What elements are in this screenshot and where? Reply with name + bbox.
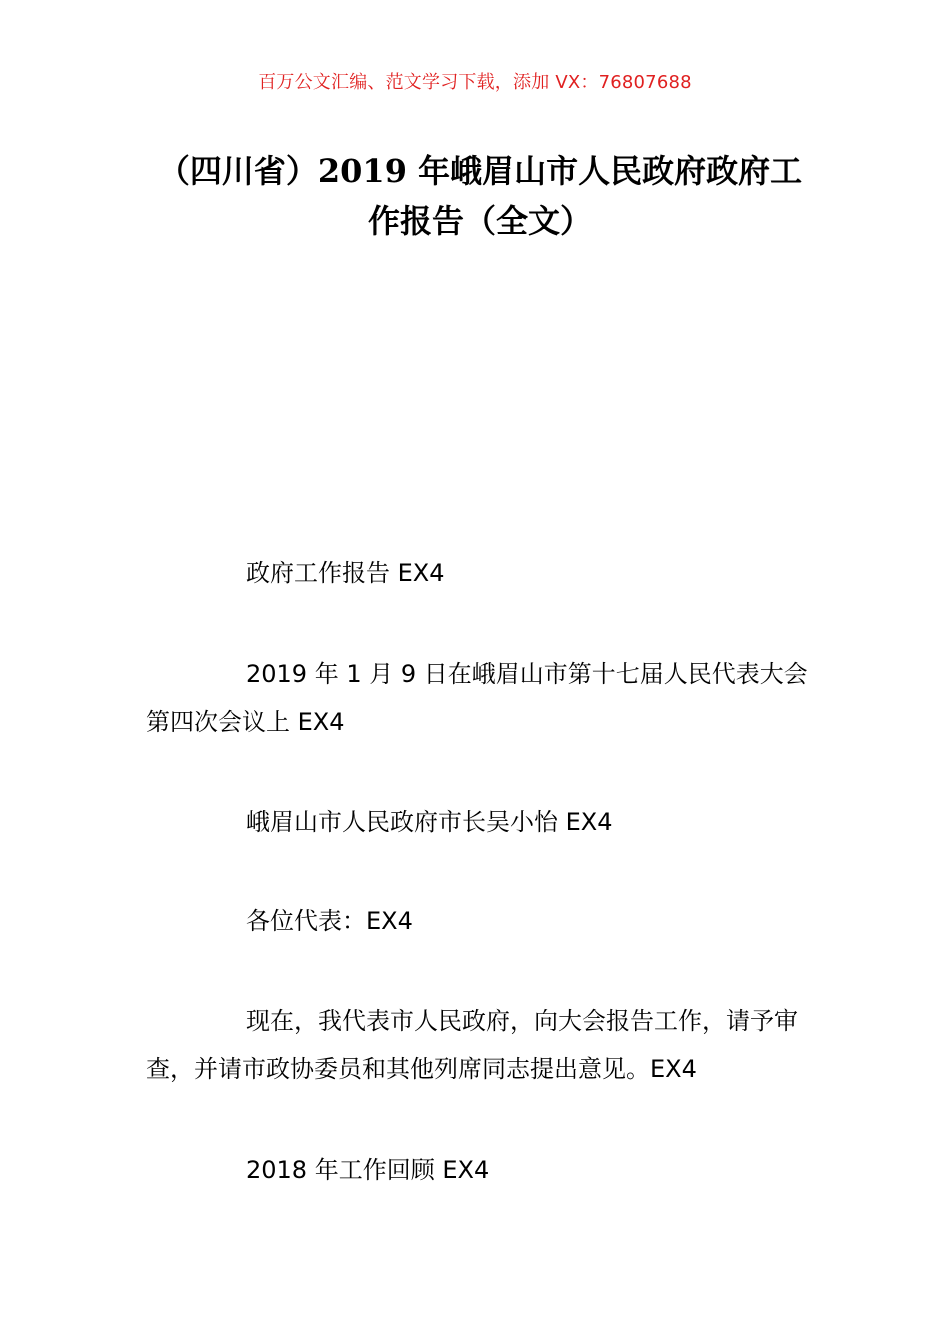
paragraph-section-heading: 2018 年工作回顾 EX4 — [246, 1156, 490, 1184]
header-promo-note: 百万公文汇编、范文学习下载，添加 VX：76807688 — [258, 72, 692, 93]
document-title: （四川省）2019 年峨眉山市人民政府政府工作报告（全文） — [157, 152, 803, 240]
paragraph-mayor: 峨眉山市人民政府市长吴小怡 EX4 — [246, 808, 613, 836]
paragraph-meeting-date: 2019 年 1 月 9 日在峨眉山市第十七届人民代表大会第四次会议上 EX4 — [146, 660, 808, 736]
paragraph-salutation: 各位代表：EX4 — [246, 907, 413, 935]
paragraph-intro: 现在，我代表市人民政府，向大会报告工作，请予审查，并请市政协委员和其他列席同志提出意见。EX4 — [146, 1007, 798, 1083]
paragraph-report-label: 政府工作报告 EX4 — [246, 559, 445, 587]
